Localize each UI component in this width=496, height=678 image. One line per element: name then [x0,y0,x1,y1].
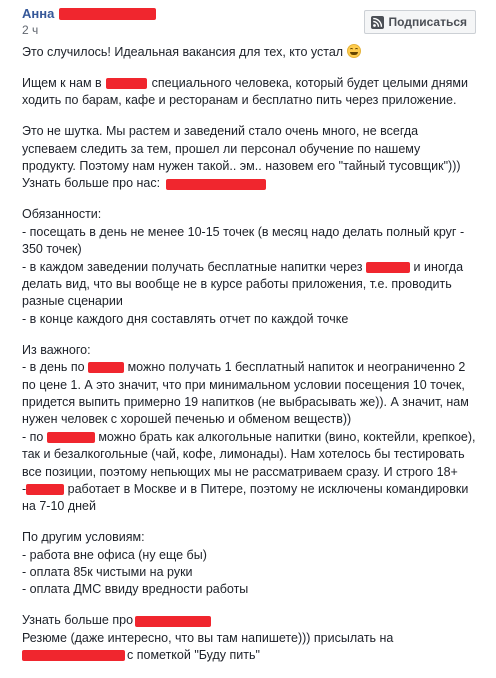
text-line: ходить по барам, кафе и ресторанам и бесплатно пить через приложение. [22,93,457,108]
paragraph-about [22,123,492,193]
redacted-link[interactable] [135,616,211,627]
paragraph-search [22,75,492,110]
text-line: - работа вне офиса (ну еще бы) [22,547,207,562]
redacted-app [26,484,64,495]
text-fragment: можно получать 1 бесплатный напиток и неограниченно 2 [127,360,466,375]
text-line: на 7-10 дней [22,499,96,514]
paragraph-intro [22,44,492,61]
rss-icon [371,16,384,29]
text-line: придется выпить примерно 19 напитков (не выбрасывать же)). А значит, нам [22,394,469,409]
author-name[interactable]: Анна [22,6,55,21]
text-line: делать вид, что вы вообще не в курсе работы приложения, т.е. проводить [22,276,452,291]
redacted-app [366,262,410,273]
redacted-company [106,78,147,89]
text-line: По другим условиям: [22,530,145,545]
text-fragment: и иногда [413,259,464,274]
text-line [22,359,492,376]
text-line [22,647,492,664]
text-fragment: - в день по [22,360,85,375]
text-line [22,429,492,446]
paragraph-important [22,342,492,516]
redacted-email[interactable] [22,650,125,661]
text-line: - посещать в день не менее 10-15 точек (в месяц надо делать полный круг - [22,224,465,239]
text-line [22,259,492,276]
text-fragment: можно брать как алкогольные напитки (вино, коктейли, крепкое), [98,429,476,444]
text-line [22,481,492,498]
subscribe-button[interactable] [364,10,476,34]
author [22,6,156,21]
subscribe-label: Подписаться [388,15,467,29]
redacted-link[interactable] [166,179,266,190]
text-fragment: - в каждом заведении получать бесплатные напитки через [22,259,363,274]
grinning-sweat-emoji-icon [347,44,361,58]
text-line: Резюме (даже интересно, что вы там напишете))) присылать на [22,630,394,645]
text-line [22,612,492,629]
text-line: все позиции, поэтому непьющих мы не рассматриваем сразу. И строго 18+ [22,464,458,479]
text-fragment: специального человека, который будет целыми днями [151,75,468,90]
text-line: - в конце каждого дня составлять отчет по каждой точке [22,311,349,326]
text-fragment: - по [22,429,44,444]
text-line: разные сценарии [22,294,123,309]
text-line: Обязанности: [22,207,102,222]
redacted-app [88,362,124,373]
post-header [22,4,486,36]
text-fragment: с пометкой "Буду пить" [127,648,260,663]
text-line: Это случилось! Идеальная вакансия для тех, кто устал [22,45,344,59]
text-fragment: Узнать больше про [22,613,134,628]
paragraph-duties [22,206,492,328]
text-line: - оплата ДМС ввиду вредности работы [22,582,249,597]
redacted-app [47,432,95,443]
text-line [22,75,492,92]
text-line: продукту. Поэтому нам нужен такой.. эм.. назовем его "тайный тусовщик"))) [22,159,461,174]
post-body [22,44,492,678]
text-fragment: работает в Москве и в Питере, поэтому не исключены командировки [67,481,469,496]
text-line: так и безалкогольные (чай, кофе, лимонады). Нам хотелось бы тестировать [22,447,465,462]
paragraph-conditions [22,529,492,599]
text-line: нужен человек с хорошей печенью и обменом веществ)) [22,412,352,427]
text-line: по цене 1. А это значит, что при минимальном условии посещения 10 точек, [22,377,465,392]
paragraph-contacts [22,612,492,664]
text-line: успеваем следить за тем, прошел ли персонал обучение по нашему [22,141,421,156]
text-line: Это не шутка. Мы растем и заведений стало очень много, не всегда [22,124,419,139]
text-line: - оплата 85к чистыми на руки [22,565,193,580]
text-line [22,175,492,192]
text-line: 350 точек) [22,242,82,257]
text-fragment: - [22,481,27,496]
post-time[interactable]: 2 ч [22,23,39,37]
text-fragment: Узнать больше про нас: [22,176,161,191]
redacted-surname [59,8,156,20]
text-line: Из важного: [22,342,91,357]
text-fragment: Ищем к нам в [22,75,102,90]
